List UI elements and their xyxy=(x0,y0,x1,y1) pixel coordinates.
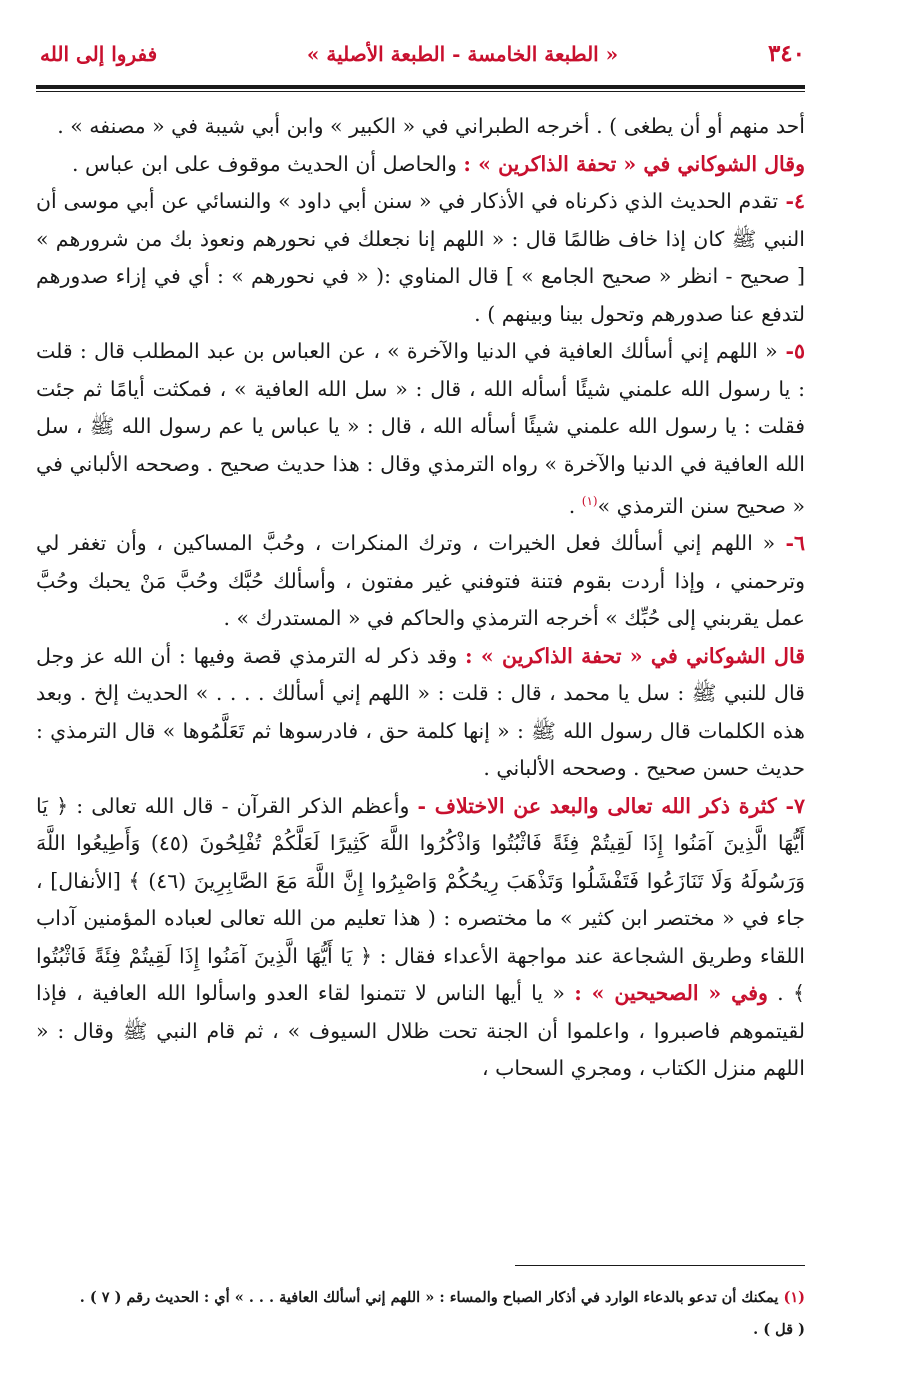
paragraph xyxy=(36,788,805,1088)
heading-text: ٧- كثرة ذكر الله تعالى والبعد عن الاختلاف - xyxy=(417,793,805,818)
heading-text: وفي « الصحيحين » : xyxy=(574,981,768,1006)
book-title: ففروا إلى الله xyxy=(40,41,158,66)
paragraph-text: . xyxy=(568,493,582,518)
paragraph-text: تقدم الحديث الذي ذكرناه في الأذكار في « سنن أبي داود » والنسائي عن أبي موسى أن النبي ﷺ كان إذا خاف ظالمًا قال : « اللهم إنا نجعلك في نحورهم ونعوذ بك من شرورهم » [ صحيح - انظر « صحيح الجامع » ] قال المناوي :( « في نحورهم » : أي في إزاء صدورهم لتدفع عنا صدورهم وتحول بينا وبينهم ) . xyxy=(36,189,805,326)
footnote-ref: (١) xyxy=(581,494,598,508)
header-rule-thin xyxy=(36,91,805,92)
paragraph-text: وأعظم الذكر القرآن - قال الله تعالى : ﴿ يَا أَيُّهَا الَّذِينَ آمَنُوا إِذَا لَقِيتُمْ فِئَةً فَاثْبُتُوا وَاذْكُرُوا اللَّهَ كَثِيرًا لَعَلَّكُمْ تُفْلِحُونَ (٤٥) وَأَطِيعُوا اللَّهَ وَرَسُولَهُ وَلَا تَنَازَعُوا فَتَفْشَلُوا وَتَذْهَبَ رِيحُكُمْ وَاصْبِرُوا إِنَّ اللَّهَ مَعَ الصَّابِرِينَ (٤٦) ﴾ [الأنفال] ، جاء في « مختصر ابن كثير » ما مختصره : ( هذا تعليم من الله تعالى لعباده المؤمنين آداب اللقاء وطريق الشجاعة عند مواجهة الأعداء فقال : ﴿ يَا أَيُّهَا الَّذِينَ آمَنُوا إِذَا لَقِيتُمْ فِئَةً فَاثْبُتُوا ﴾ . xyxy=(36,793,805,1006)
paragraph xyxy=(36,183,805,333)
page-header xyxy=(40,40,805,67)
paragraph xyxy=(36,333,805,525)
paragraph xyxy=(36,525,805,638)
heading-text: قال الشوكاني في « تحفة الذاكرين » : xyxy=(465,643,805,668)
paragraph-text: والحاصل أن الحديث موقوف على ابن عباس . xyxy=(71,151,464,176)
body-text xyxy=(36,108,805,1088)
footnote-text: يمكنك أن تدعو بالدعاء الوارد في أذكار الصباح والمساء : « اللهم إني أسألك العافية . . . » أي : الحديث رقم ( ٧ ) . xyxy=(79,1289,784,1306)
edition-label: « الطبعة الخامسة - الطبعة الأصلية » xyxy=(306,41,619,66)
heading-text: ٥- xyxy=(777,339,805,363)
paragraph-text: وقد ذكر له الترمذي قصة وفيها : أن الله عز وجل قال للنبي ﷺ : سل يا محمد ، قال : قلت : « اللهم إني أسألك . . . . » الحديث إلخ . وبعد هذه الكلمات قال رسول الله ﷺ : « إنها كلمة حق ، فادرسوها ثم تَعَلَّمُوها » قال الترمذي : حديث حسن صحيح . وصححه الألباني . xyxy=(36,643,805,781)
page-number: ٣٤٠ xyxy=(767,40,805,67)
footnote-marker: (١) xyxy=(783,1289,805,1306)
paragraph xyxy=(36,146,805,184)
paragraph-text: أحد منهم أو أن يطغى ) . أخرجه الطبراني في « الكبير » وابن أبي شيبة في « مصنفه » . xyxy=(57,114,805,138)
footnote xyxy=(36,1282,805,1346)
header-rule xyxy=(36,85,805,89)
paragraph-text: « اللهم إني أسألك العافية في الدنيا والآخرة » ، عن العباس بن عبد المطلب قال : قلت : يا رسول الله علمني شيئًا أسأله الله ، قال : « سل الله العافية » ، فمكثت أيامًا ثم جئت فقلت : يا رسول الله علمني شيئًا أسأله الله ، قال : « يا عباس يا عم رسول الله ﷺ ، سل الله العافية في الدنيا والآخرة » رواه الترمذي وقال : هذا حديث صحيح . وصححه الألباني في « صحيح سنن الترمذي » xyxy=(36,339,805,518)
heading-text: ٤- xyxy=(778,189,805,213)
paragraph-text: « يا أيها الناس لا تتمنوا لقاء العدو واسألوا الله العافية ، فإذا لقيتموهم فاصبروا ، واعلموا أن الجنة تحت ظلال السيوف » ، ثم قام النبي ﷺ وقال : « اللهم منزل الكتاب ، ومجري السحاب ، xyxy=(36,981,805,1081)
paragraph-text: « اللهم إني أسألك فعل الخيرات ، وترك المنكرات ، وحُبَّ المساكين ، وأن تغفر لي وترحمني ، وإذا أردت بقوم فتنة فتوفني غير مفتون ، وأسألك حُبَّك وحُبَّ مَنْ يحبك وحُبَّ عمل يقربني إلى حُبِّك » أخرجه الترمذي والحاكم في « المستدرك » . xyxy=(36,531,805,631)
paragraph xyxy=(36,108,805,146)
footnote-text-2: ( قل ) . xyxy=(753,1321,805,1338)
paragraph xyxy=(36,638,805,788)
heading-text: وقال الشوكاني في « تحفة الذاكرين » : xyxy=(463,151,805,176)
heading-text: ٦- xyxy=(775,531,805,556)
footnote-rule xyxy=(515,1265,805,1266)
